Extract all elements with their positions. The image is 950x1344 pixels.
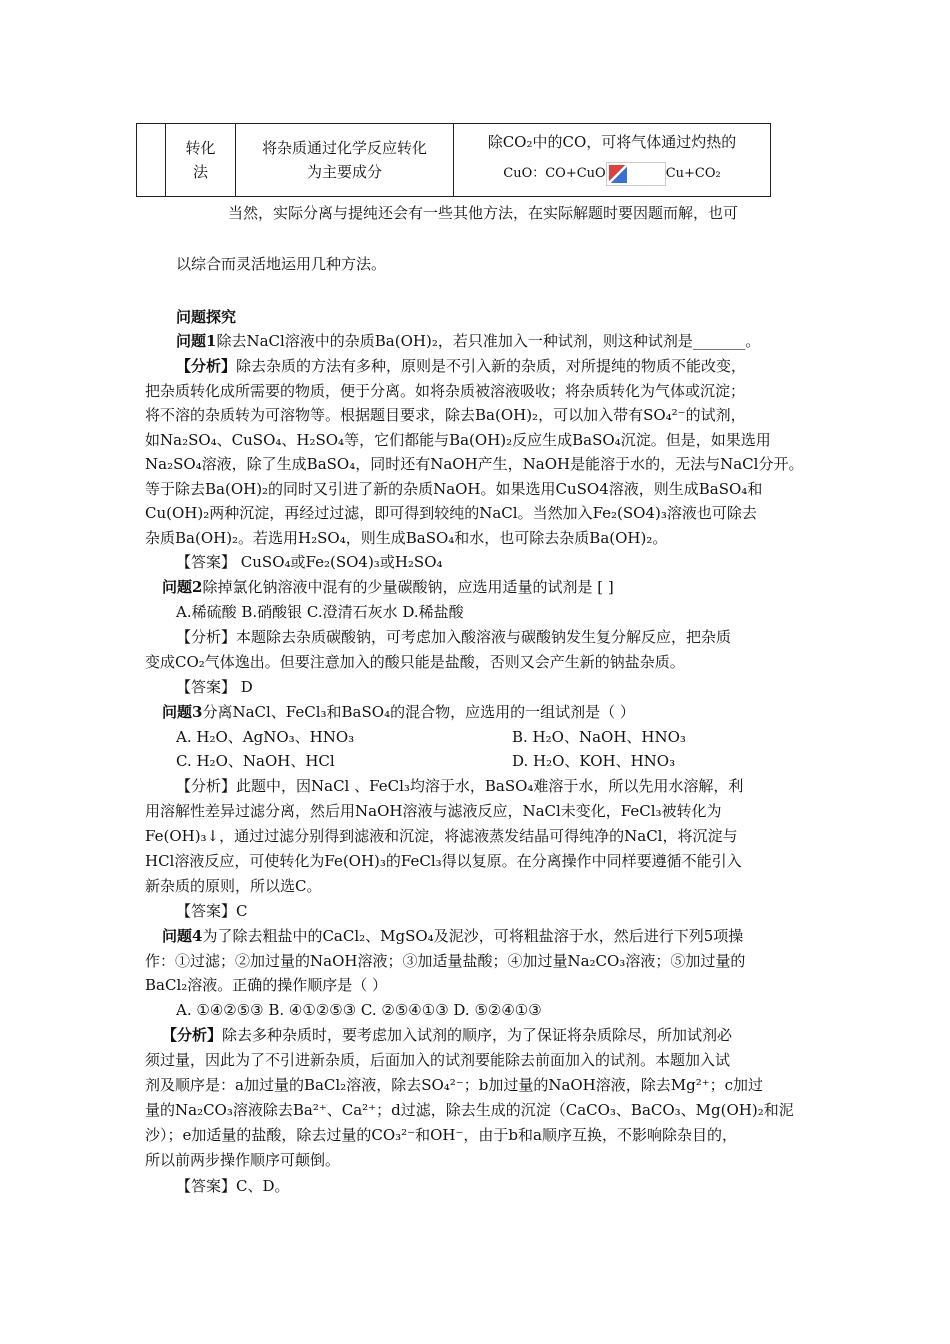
analysis-1-line: 将不溶的杂质转为可溶物等。根据题目要求，除去Ba(OH)₂，可以加入带有SO₄²⁻的试剂， [145,406,746,424]
description-line: 为主要成分 [306,163,382,181]
answer-label: 【答案】 [176,553,237,571]
option-3a: A. H₂O、AgNO₃、HNO₃ [176,728,355,746]
intro-line-1: 当然，实际分离与提纯还会有一些其他方法，在实际解题时要因题而解，也可 [228,204,739,222]
option-3d: D. H₂O、KOH、HNO₃ [512,752,676,770]
question-text: 分离NaCl、FeCl₃和BaSO₄的混合物，应选用的一组试剂是（ ） [202,703,635,721]
method-line: 转化 [185,139,216,157]
answer-3 [176,900,248,922]
analysis-4-line [162,1024,732,1046]
question-2 [162,576,614,598]
option-3c: C. H₂O、NaOH、HCl [176,752,335,770]
analysis-text: 除去杂质的方法有多种，原则是不引入新的杂质，对所提纯的物质不能改变， [236,357,747,375]
question-4-line: BaCl₂溶液。正确的操作顺序是（ ） [145,976,388,994]
analysis-text: 此题中，因NaCl 、FeCl₃均溶于水，BaSO₄难溶于水，所以先用水溶解，利 [236,777,744,795]
question-text: 除掉氯化钠溶液中混有的少量碳酸钠，应选用适量的试剂是 [ ] [202,578,614,596]
question-label: 问题3 [162,703,203,721]
analysis-4-line: 剂及顺序是：a加过量的BaCl₂溶液，除去SO₄²⁻；b加过量的NaOH溶液，除去Mg²⁺；c加过 [145,1076,764,1094]
analysis-3-line: 用溶解性差异过滤分离，然后用NaOH溶液与滤液反应，NaCl未变化，FeCl₃被转化为 [145,802,722,820]
analysis-label: 【分析】 [162,1026,223,1044]
question-label: 问题2 [162,578,203,596]
method-line: 法 [192,163,208,181]
analysis-3-line: HCl溶液反应，可使转化为Fe(OH)₃的FeCl₃得以复原。在分离操作中同样要遵循不能引入 [145,852,742,870]
analysis-1-line: 等于除去Ba(OH)₂的同时又引进了新的杂质NaOH。如果选用CuSO4溶液，则生成BaSO₄和 [145,480,763,498]
answer-1 [176,551,443,573]
analysis-text: 本题除去杂质碳酸钠，可考虑加入酸溶液与碳酸钠发生复分解反应，把杂质 [236,628,732,646]
analysis-4-line: 所以前两步操作顺序可颠倒。 [145,1151,341,1169]
answer-text: D [236,678,253,696]
analysis-4-line: 须过量，因此为了不引进新杂质，后面加入的试剂要能除去前面加入的试剂。本题加入试 [145,1051,731,1069]
intro-line-2: 以综合而灵活地运用几种方法。 [176,255,387,273]
analysis-1-line: Na₂SO₄溶液，除了生成BaSO₄，同时还有NaOH产生，NaOH是能溶于水的，无法与NaCl分开。 [145,455,804,473]
flame-icon [609,165,627,183]
answer-text: CuSO₄或Fe₂(SO4)₃或H₂SO₄ [236,553,443,571]
analysis-1-line: 如Na₂SO₄、CuSO₄、H₂SO₄等，它们都能与Ba(OH)₂反应生成BaSO₄沉淀。但是，如果选用 [145,431,771,449]
equation-right: Cu+CO₂ [665,166,721,181]
equation-line [454,158,770,190]
question-label: 问题4 [162,927,203,945]
description-line: 将杂质通过化学反应转化 [261,139,427,157]
equation-left: CuO：CO+CuO [503,166,606,181]
description-cell [236,136,453,184]
question-3 [162,701,635,723]
heating-condition-image [606,162,666,186]
analysis-4-line: 沙）；e加适量的盐酸，除去过量的CO₃²⁻和OH⁻，由于b和a顺序互换，不影响除杂目的， [145,1126,737,1144]
answer-label: 【答案】 [176,1177,237,1195]
example-cell [454,126,770,190]
question-4 [162,925,743,947]
question-text: 除去NaCl溶液中的杂质Ba(OH)₂，若只准加入一种试剂，则这种试剂是_______。 [216,332,761,350]
answer-2 [176,676,253,698]
analysis-1-line: 杂质Ba(OH)₂。若选用H₂SO₄，则生成BaSO₄和水，也可除去杂质Ba(OH)₂。 [145,529,668,547]
options-4: A. ①④②⑤③ B. ④①②⑤③ C. ②⑤④①③ D. ⑤②④①③ [176,1001,542,1019]
analysis-2-line [176,626,731,648]
answer-label: 【答案】 [176,902,237,920]
analysis-1-line [176,355,746,377]
answer-4 [176,1175,290,1197]
question-4-line: 作：①过滤；②加过量的NaOH溶液；③加适量盐酸；④加过量Na₂CO₃溶液；⑤加过量的 [145,952,746,970]
answer-text: C、D。 [236,1177,290,1195]
analysis-text: 除去多种杂质时，要考虑加入试剂的顺序，为了保证将杂质除尽，所加试剂必 [222,1026,733,1044]
analysis-label: 【分析】 [176,628,237,646]
analysis-1-line: 把杂质转化成所需要的物质，便于分离。如将杂质被溶液吸收；将杂质转化为气体或沉淀； [145,382,746,400]
analysis-label: 【分析】 [176,357,237,375]
answer-label: 【答案】 [176,678,237,696]
analysis-3-line: 新杂质的原则，所以选C。 [145,877,322,895]
question-label: 问题1 [176,332,217,350]
option-3b: B. H₂O、NaOH、HNO₃ [512,728,686,746]
question-1 [176,330,760,352]
analysis-3-line: Fe(OH)₃↓，通过过滤分别得到滤液和沉淀，将滤液蒸发结晶可得纯净的NaCl，将沉淀与 [145,827,738,845]
example-line: 除CO₂中的CO，可将气体通过灼热的 [487,133,737,151]
question-text: 为了除去粗盐中的CaCl₂、MgSO₄及泥沙，可将粗盐溶于水，然后进行下列5项操 [202,927,744,945]
method-cell [166,136,235,184]
analysis-2-line: 变成CO₂气体逸出。但要注意加入的酸只能是盐酸，否则又会产生新的钠盐杂质。 [145,653,685,671]
answer-text: C [236,902,248,920]
method-table [136,123,771,197]
section-title: 问题探究 [176,308,237,326]
analysis-label: 【分析】 [176,777,237,795]
analysis-3-line [176,775,743,797]
analysis-4-line: 量的Na₂CO₃溶液除去Ba²⁺、Ca²⁺；d过滤，除去生成的沉淀（CaCO₃、BaCO₃、Mg(OH)₂和泥 [145,1101,794,1119]
options-2: A.稀硫酸 B.硝酸银 C.澄清石灰水 D.稀盐酸 [176,603,464,621]
analysis-1-line: Cu(OH)₂两种沉淀，再经过过滤，即可得到较纯的NaCl。当然加入Fe₂(SO4)₃溶液也可除去 [145,504,757,522]
